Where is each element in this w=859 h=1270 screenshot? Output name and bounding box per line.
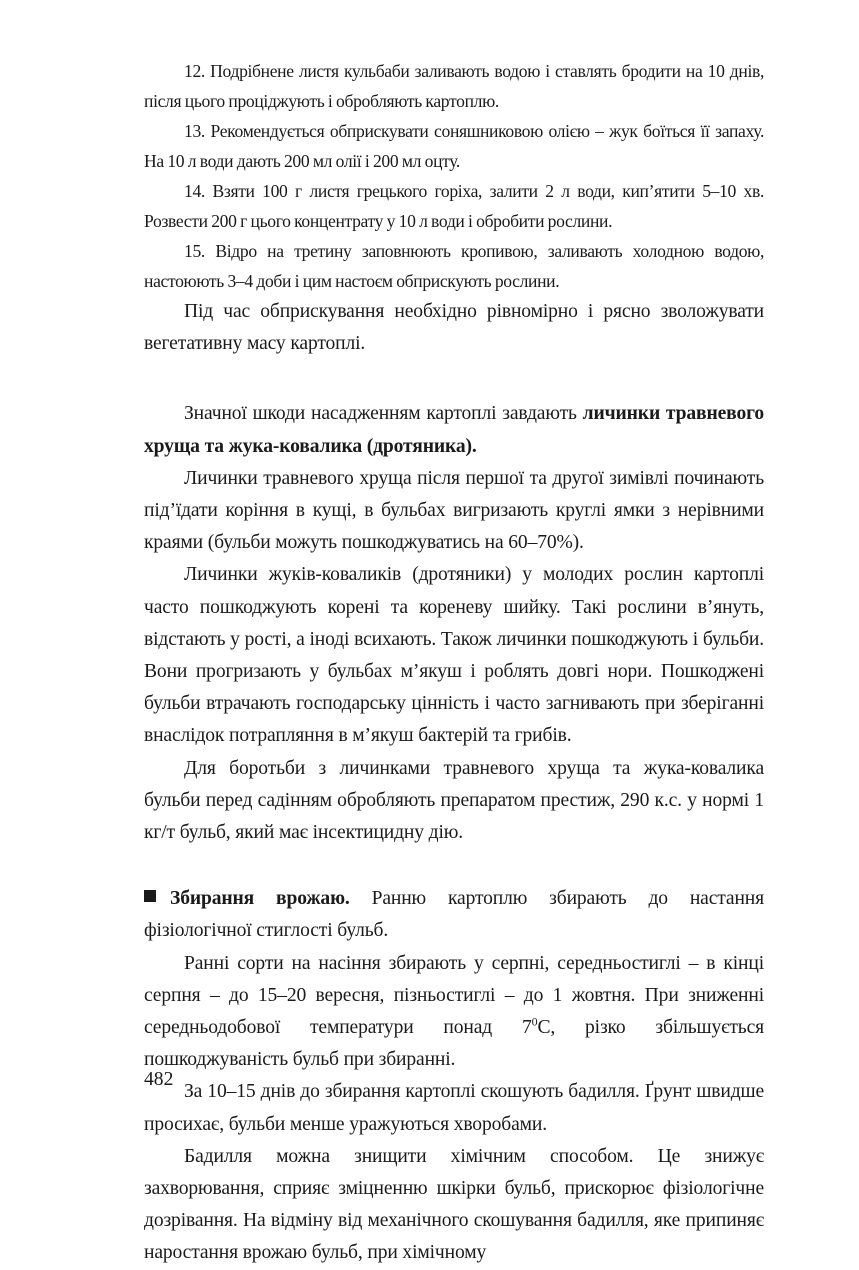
square-bullet-icon	[144, 890, 156, 902]
wireworm-paragraph: Личинки жуків-коваликів (дротяники) у молодих рослин картоплі часто пошкоджують корені та кореневу шийку. Такі рослини в’януть, відстають у рості, а іноді всихають. Також личинки пошкоджують і бульби. Вони прогризають у бульбах м’якуш і роблять довгі нори. Пошкоджені бульби втрачають господарську цінність і часто загнивають при зберіганні внаслідок потрапляння в м’якуш бактерій та грибів.	[144, 564, 764, 747]
larvae-intro-text: Значної шкоди насадженням картоплі завдають	[184, 403, 583, 425]
page-number: 482	[144, 1069, 174, 1090]
page-content	[144, 56, 764, 1270]
harvest-timing-paragraph	[144, 948, 764, 1077]
main-text	[144, 296, 764, 1270]
harvest-heading-rest: Ранню картоплю збирають до настання фізіологічної стиглості бульб.	[144, 888, 765, 942]
recipe-list	[144, 56, 764, 296]
harvest-heading-paragraph	[144, 883, 764, 947]
harvest-heading: Збирання врожаю.	[170, 888, 350, 910]
larvae-intro-bold: личинки травневого хруща та жука-ковалика (дротяника).	[144, 403, 765, 457]
haulm-chemical-paragraph: Бадилля можна знищити хімічним способом. Це знижує захворювання, сприяє зміцненню шкірки бульб, прискорює фізіологічне дозрівання. На відміну від механічного скошування бадилля, яке припиняє наростання врожаю бульб, при хімічному	[144, 1145, 764, 1264]
list-item-13: 13. Рекомендується обприскувати соняшниковою олією – жук боїться її запаху. На 10 л води дають 200 мл олії і 200 мл оцту.	[144, 121, 764, 171]
cockchafer-larvae-paragraph: Личинки травневого хруща після першої та другої зимівлі починають під’їдати коріння в кущі, в бульбах вигризають круглі ямки з нерівними краями (бульби можуть пошкоджуватись на 60–70%).	[144, 467, 764, 554]
haulm-mowing-paragraph: За 10–15 днів до збирання картоплі скошують бадилля. Ґрунт швидше просихає, бульби менше уражуються хворобами.	[144, 1081, 764, 1135]
larvae-control-paragraph: Для боротьби з личинками травневого хруща та жука-ковалика бульби перед садінням обробляють препаратом престиж, 290 к.с. у нормі 1 кг/т бульб, який має інсектицидну дію.	[144, 757, 764, 844]
list-item-15: 15. Відро на третину заповнюють кропивою, заливають холодною водою, настоюють 3–4 доби і цим настоєм обприскують рослини.	[144, 241, 764, 291]
spacer	[144, 849, 764, 883]
degree-superscript: 0	[531, 1014, 538, 1029]
spray-note-paragraph: Під час обприскування необхідно рівномірно і рясно зволожувати вегетативну масу картоплі.	[144, 301, 764, 355]
larvae-intro-paragraph	[144, 398, 764, 462]
list-item-12: 12. Подрібнене листя кульбаби заливають водою і ставлять бродити на 10 днів, після цього проціджують і обробляють картоплю.	[144, 61, 764, 111]
list-item-14: 14. Взяти 100 г листя грецького горіха, залити 2 л води, кип’ятити 5–10 хв. Розвести 200 г цього концентрату у 10 л води і обробити рослини.	[144, 181, 764, 231]
harvest-timing-end: С, різко збільшується пошкоджуваність бульб при збиранні.	[144, 1017, 764, 1071]
spacer	[144, 360, 764, 398]
harvest-timing-start: Ранні сорти на насіння збирають у серпні, середньостиглі – в кінці серпня – до 15–20 вересня, пізньостиглі – до 1 жовтня. При зниженні середньодобової температури понад 7	[144, 952, 764, 1039]
